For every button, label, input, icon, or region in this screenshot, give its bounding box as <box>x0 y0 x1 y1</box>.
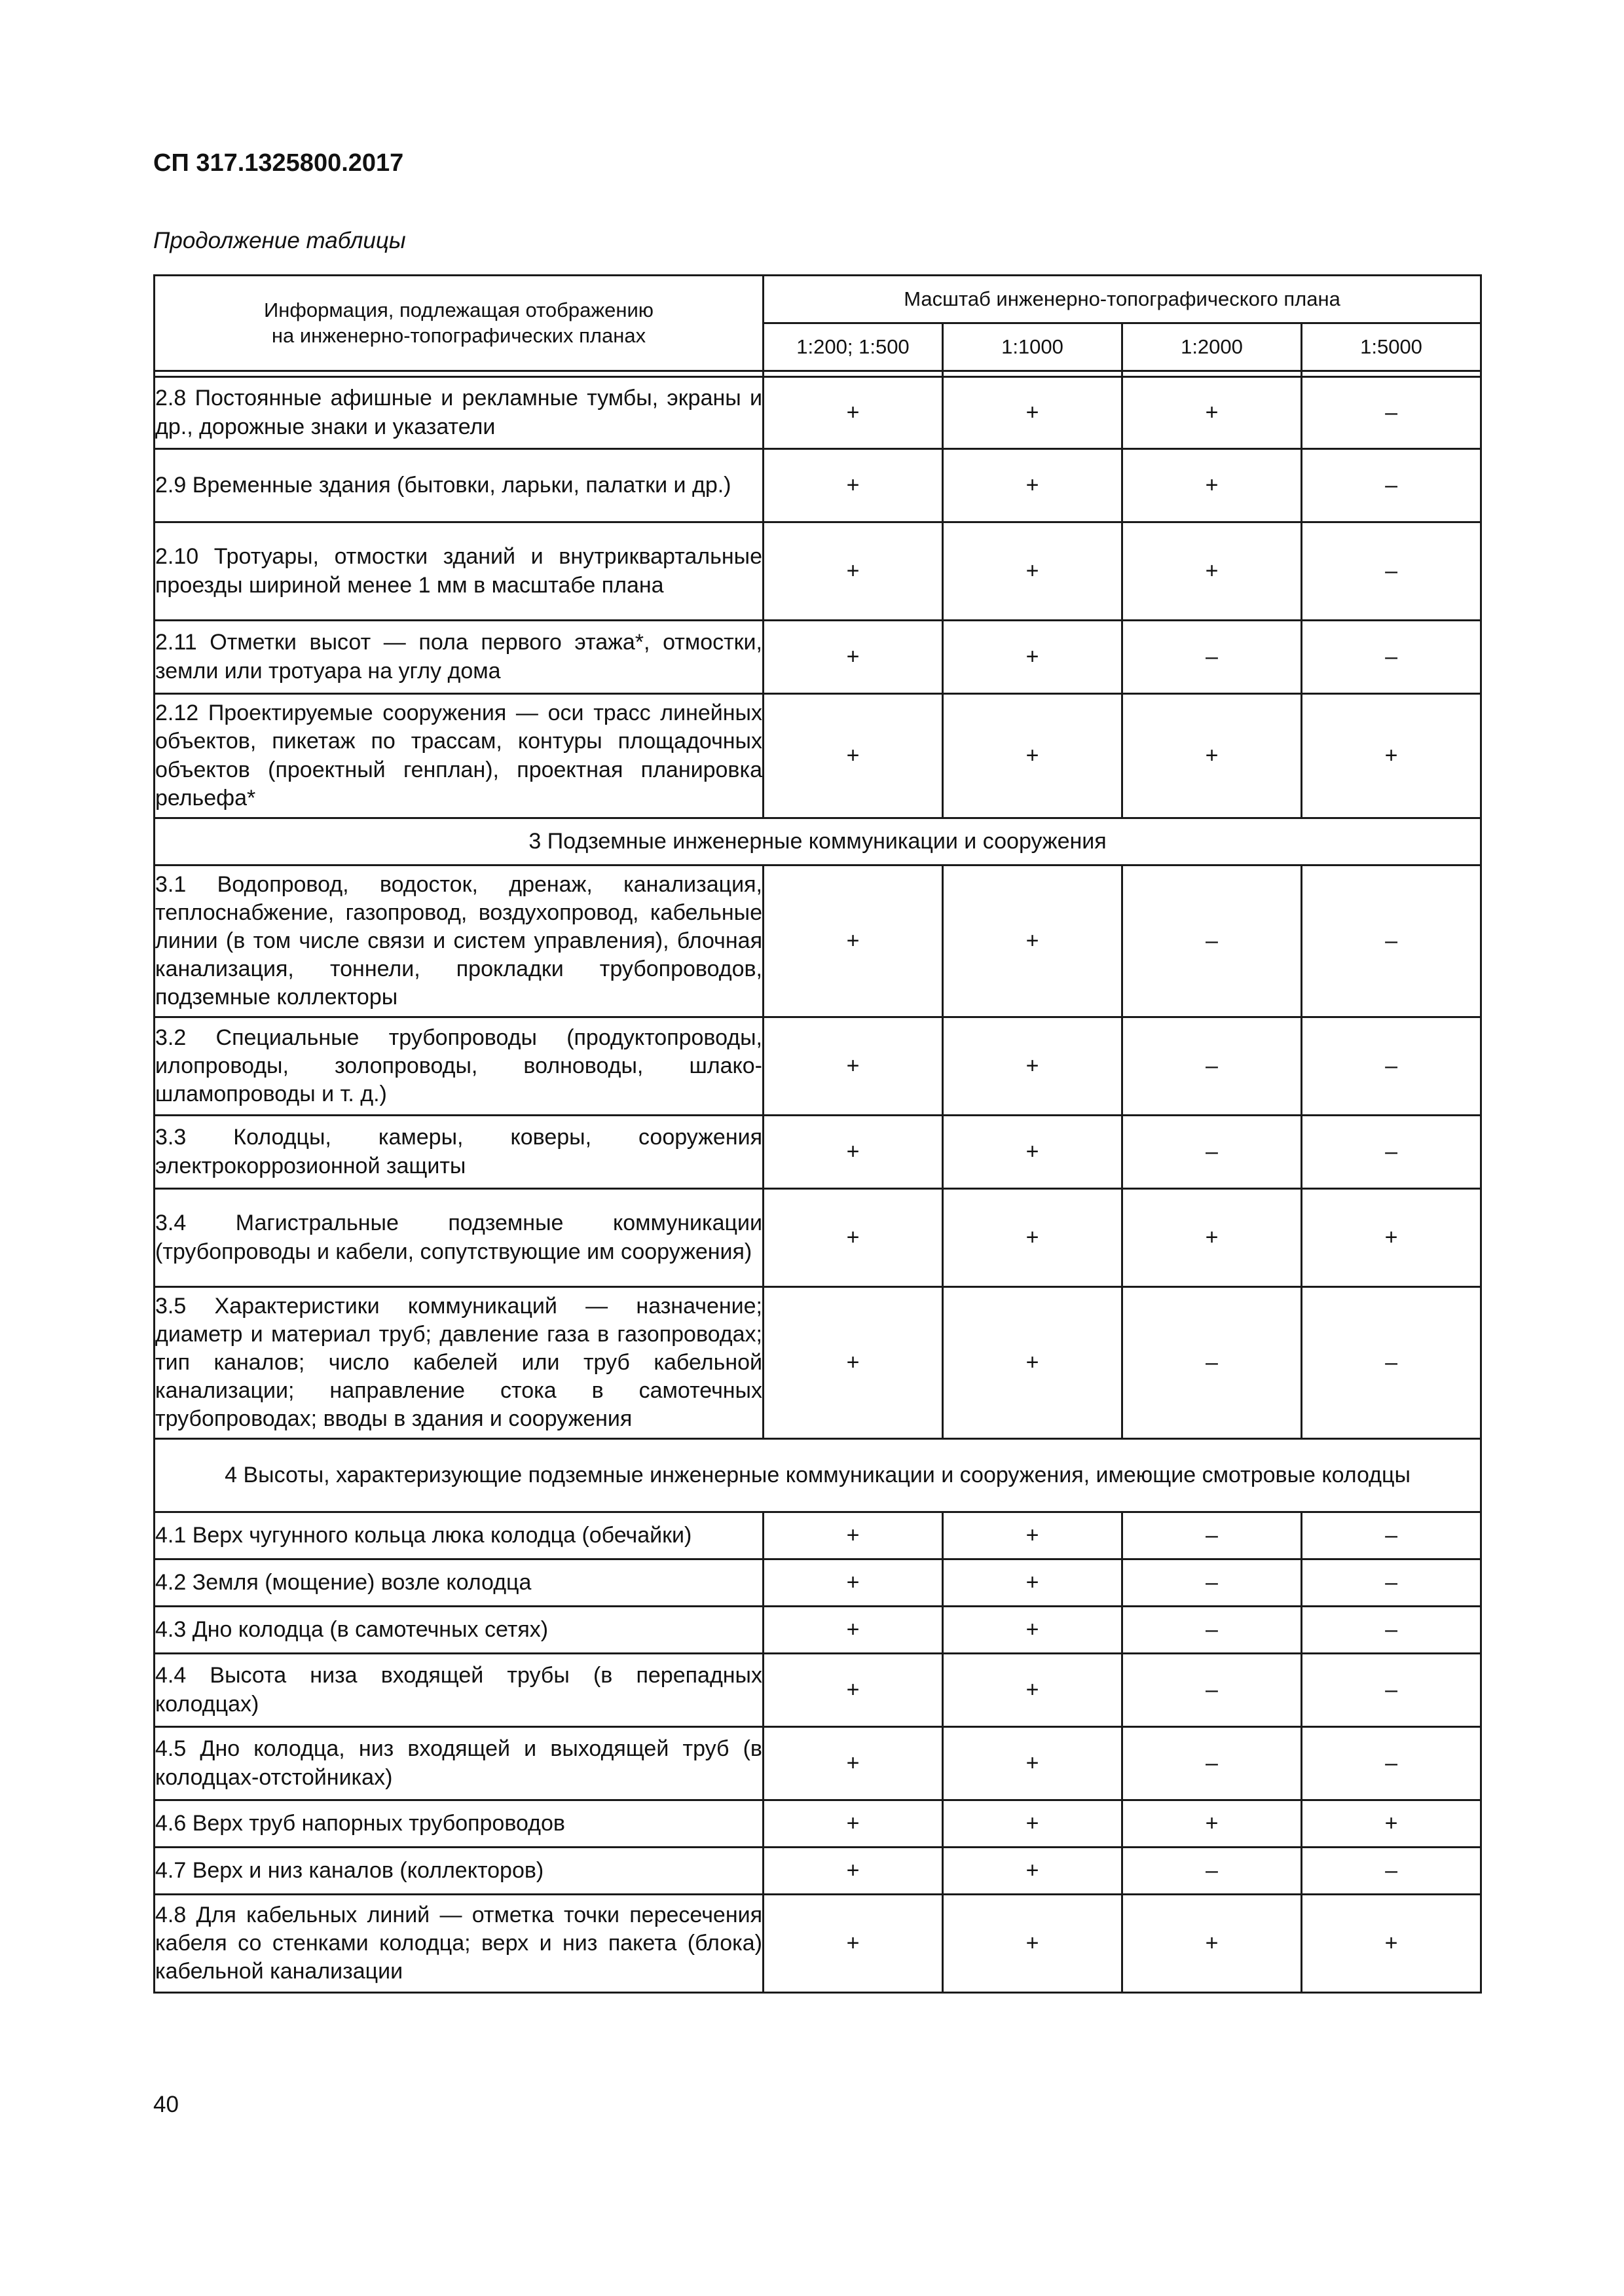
scale-header-4: 1:5000 <box>1302 323 1481 371</box>
scale-mark: + <box>943 377 1122 449</box>
scale-mark: + <box>943 1512 1122 1559</box>
scale-mark: + <box>943 522 1122 621</box>
scale-mark: – <box>1122 1654 1302 1727</box>
item-description: 2.12 Проектируемые сооружения — оси трасс линейных объектов, пикетаж по трассам, контуры площадочных объектов (проектный генплан), проектная планировка рельефа* <box>155 694 764 818</box>
scale-mark: – <box>1302 377 1481 449</box>
scale-mark: – <box>1122 866 1302 1017</box>
scale-mark: – <box>1122 1116 1302 1189</box>
scale-mark: + <box>764 377 943 449</box>
scale-mark: + <box>764 1559 943 1607</box>
section-title: 3 Подземные инженерные коммуникации и сооружения <box>155 818 1481 866</box>
scale-group-header: Масштаб инженерно-топографического плана <box>764 276 1481 323</box>
scale-mark: + <box>764 1607 943 1654</box>
scale-mark: – <box>1122 1559 1302 1607</box>
info-header-line-1: Информация, подлежащая отображению <box>263 298 654 321</box>
item-description: 3.2 Специальные трубопроводы (продуктопроводы, илопроводы, золопроводы, волноводы, шлако-шламопроводы и т. д.) <box>155 1017 764 1116</box>
scale-mark: + <box>764 522 943 621</box>
scale-mark: + <box>943 1895 1122 1993</box>
scale-mark: + <box>1122 1800 1302 1848</box>
item-description: 4.3 Дно колодца (в самотечных сетях) <box>155 1607 764 1654</box>
table-row <box>155 866 1481 1017</box>
scale-mark: – <box>1122 1287 1302 1439</box>
table-row <box>155 621 1481 694</box>
scale-mark: + <box>943 1654 1122 1727</box>
scale-mark: + <box>764 621 943 694</box>
table-row <box>155 1116 1481 1189</box>
scale-mark: – <box>1302 449 1481 522</box>
scale-mark: + <box>764 1017 943 1116</box>
scale-mark: – <box>1122 621 1302 694</box>
table-row <box>155 1800 1481 1848</box>
scale-mark: – <box>1122 1017 1302 1116</box>
scale-mark: + <box>943 866 1122 1017</box>
info-header-line-2: на инженерно-топографических планах <box>271 323 646 347</box>
scale-mark: + <box>1302 1895 1481 1993</box>
item-description: 4.5 Дно колодца, низ входящей и выходящей труб (в колодцах-отстойниках) <box>155 1727 764 1800</box>
scale-mark: + <box>943 1800 1122 1848</box>
scale-mark: – <box>1122 1512 1302 1559</box>
item-description: 2.11 Отметки высот — пола первого этажа*, отмостки, земли или тротуара на углу дома <box>155 621 764 694</box>
table-row <box>155 1512 1481 1559</box>
scale-mark: + <box>764 1116 943 1189</box>
scale-mark: – <box>1302 1287 1481 1439</box>
scale-mark: – <box>1302 1559 1481 1607</box>
item-description: 4.4 Высота низа входящей трубы (в перепадных колодцах) <box>155 1654 764 1727</box>
table-row <box>155 522 1481 621</box>
scale-mark: + <box>764 1287 943 1439</box>
table-row <box>155 1559 1481 1607</box>
table-row <box>155 1189 1481 1287</box>
scale-mark: + <box>1302 1800 1481 1848</box>
table-header-row <box>155 276 1481 323</box>
item-description: 4.8 Для кабельных линий — отметка точки пересечения кабеля со стенками колодца; верх и низ пакета (блока) кабельной канализации <box>155 1895 764 1993</box>
scale-mark: – <box>1302 866 1481 1017</box>
scale-mark: + <box>764 1727 943 1800</box>
table-continuation-caption: Продолжение таблицы <box>153 228 406 253</box>
item-description: 4.7 Верх и низ каналов (коллекторов) <box>155 1848 764 1895</box>
table-row <box>155 1727 1481 1800</box>
scale-mark: + <box>764 1895 943 1993</box>
scale-mark: + <box>943 1189 1122 1287</box>
scale-mark: + <box>943 1116 1122 1189</box>
scale-mark: – <box>1122 1848 1302 1895</box>
item-description: 2.9 Временные здания (бытовки, ларьки, палатки и др.) <box>155 449 764 522</box>
table-row <box>155 694 1481 818</box>
scale-mark: – <box>1302 1607 1481 1654</box>
document-code: СП 317.1325800.2017 <box>153 149 404 177</box>
scale-mark: + <box>943 1727 1122 1800</box>
scale-mark: + <box>943 621 1122 694</box>
item-description: 4.6 Верх труб напорных трубопроводов <box>155 1800 764 1848</box>
item-description: 4.1 Верх чугунного кольца люка колодца (обечайки) <box>155 1512 764 1559</box>
item-description: 3.4 Магистральные подземные коммуникации (трубопроводы и кабели, сопутствующие им сооружения) <box>155 1189 764 1287</box>
scale-mark: + <box>1122 1189 1302 1287</box>
scale-mark: + <box>1122 1895 1302 1993</box>
item-description: 2.10 Тротуары, отмостки зданий и внутриквартальные проезды шириной менее 1 мм в масштабе плана <box>155 522 764 621</box>
scale-mark: + <box>764 1800 943 1848</box>
scale-mark: – <box>1302 522 1481 621</box>
scale-header-2: 1:1000 <box>943 323 1122 371</box>
scale-mark: + <box>1122 449 1302 522</box>
scale-mark: – <box>1302 621 1481 694</box>
scale-mark: – <box>1302 1727 1481 1800</box>
scale-mark: + <box>764 1654 943 1727</box>
table-row <box>155 1287 1481 1439</box>
table-row <box>155 449 1481 522</box>
scale-mark: + <box>764 1848 943 1895</box>
table-row <box>155 377 1481 449</box>
section-row <box>155 818 1481 866</box>
scale-mark: – <box>1302 1116 1481 1189</box>
scale-mark: + <box>943 1559 1122 1607</box>
scale-header-1: 1:200; 1:500 <box>764 323 943 371</box>
item-description: 3.3 Колодцы, камеры, коверы, сооружения электрокоррозионной защиты <box>155 1116 764 1189</box>
scale-mark: – <box>1122 1727 1302 1800</box>
scale-header-3: 1:2000 <box>1122 323 1302 371</box>
scale-mark: + <box>764 866 943 1017</box>
scale-mark: + <box>1122 522 1302 621</box>
scale-mark: + <box>943 449 1122 522</box>
scale-mark: + <box>943 694 1122 818</box>
item-description: 3.5 Характеристики коммуникаций — назначение; диаметр и материал труб; давление газа в газопроводах; тип каналов; число кабелей или труб кабельной канализации; направление стока в самотечных трубопроводах; вводы в здания и сооружения <box>155 1287 764 1439</box>
scale-mark: – <box>1302 1654 1481 1727</box>
scale-mark: + <box>943 1848 1122 1895</box>
scale-mark: + <box>764 449 943 522</box>
table-row <box>155 1017 1481 1116</box>
scale-mark: – <box>1302 1017 1481 1116</box>
table-row <box>155 1895 1481 1993</box>
scale-mark: + <box>764 1512 943 1559</box>
scale-mark: + <box>1302 694 1481 818</box>
section-title: 4 Высоты, характеризующие подземные инженерные коммуникации и сооружения, имеющие смотровые колодцы <box>155 1439 1481 1512</box>
scale-mark: + <box>1302 1189 1481 1287</box>
scale-mark: + <box>764 694 943 818</box>
item-description: 4.2 Земля (мощение) возле колодца <box>155 1559 764 1607</box>
scale-mark: – <box>1122 1607 1302 1654</box>
section-row <box>155 1439 1481 1512</box>
scale-mark: – <box>1302 1512 1481 1559</box>
scale-mark: + <box>943 1607 1122 1654</box>
requirements-table <box>153 274 1482 1994</box>
table-body <box>155 371 1481 1993</box>
table-row <box>155 1654 1481 1727</box>
scale-mark: + <box>1122 377 1302 449</box>
header-separator <box>155 371 1481 377</box>
item-description: 3.1 Водопровод, водосток, дренаж, канализация, теплоснабжение, газопровод, воздухопровод, кабельные линии (в том числе связи и систем управления), блочная канализация, тоннели, прокладки трубопроводов, подземные коллекторы <box>155 866 764 1017</box>
table-row <box>155 1607 1481 1654</box>
info-column-header <box>155 276 764 371</box>
table-row <box>155 1848 1481 1895</box>
scale-mark: + <box>943 1017 1122 1116</box>
scale-mark: – <box>1302 1848 1481 1895</box>
scale-mark: + <box>764 1189 943 1287</box>
page-number: 40 <box>153 2092 179 2117</box>
scale-mark: + <box>1122 694 1302 818</box>
item-description: 2.8 Постоянные афишные и рекламные тумбы, экраны и др., дорожные знаки и указатели <box>155 377 764 449</box>
scale-mark: + <box>943 1287 1122 1439</box>
